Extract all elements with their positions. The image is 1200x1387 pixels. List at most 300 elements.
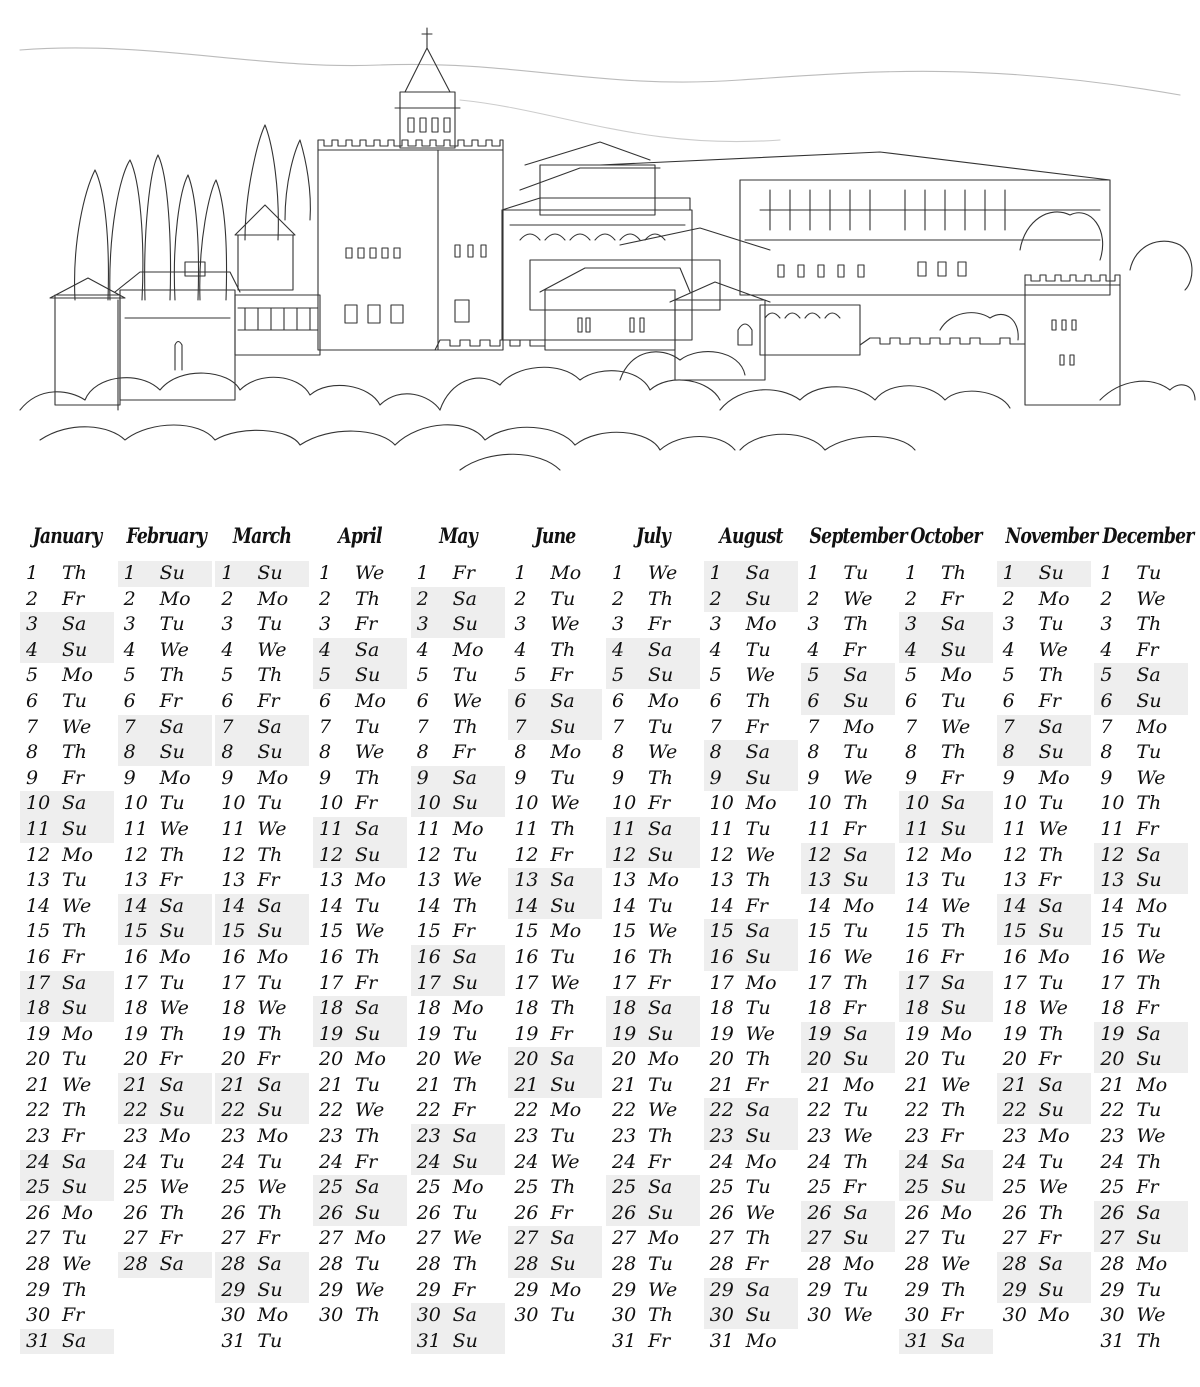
day-number: 19: [612, 1022, 637, 1045]
day-row: [606, 587, 700, 613]
day-row: [313, 740, 407, 766]
day-number: 20: [416, 1048, 441, 1071]
day-row: [801, 894, 895, 920]
weekday-label: We: [1038, 997, 1068, 1020]
weekday-label: Fr: [1038, 869, 1061, 892]
day-number: 17: [123, 971, 148, 994]
weekday-label: Th: [355, 766, 380, 789]
day-row: [215, 740, 309, 766]
day-row: [411, 1252, 505, 1278]
weekday-label: We: [1038, 1176, 1068, 1199]
month-name: November: [1005, 523, 1098, 548]
day-number: 16: [26, 945, 51, 968]
weekday-label: Su: [648, 1022, 674, 1045]
day-row: [997, 1201, 1091, 1227]
weekday-label: Mo: [355, 869, 386, 892]
day-row: [313, 1047, 407, 1073]
day-number: 15: [416, 920, 441, 943]
day-row: [118, 1175, 212, 1201]
day-number: 29: [416, 1278, 441, 1301]
day-number: 31: [612, 1329, 637, 1352]
weekday-label: Su: [452, 1329, 478, 1352]
day-row: [704, 1047, 798, 1073]
day-number: 4: [221, 638, 234, 661]
day-row: [313, 1175, 407, 1201]
day-number: 21: [709, 1073, 734, 1096]
day-number: 26: [612, 1201, 637, 1224]
weekday-label: Tu: [1038, 792, 1064, 815]
day-row: [899, 1303, 993, 1329]
weekday-label: Fr: [648, 1150, 671, 1173]
weekday-label: Mo: [1038, 766, 1070, 789]
day-row: [411, 843, 505, 869]
day-row: [606, 638, 700, 664]
day-row: [118, 612, 212, 638]
weekday-label: Th: [843, 1150, 869, 1173]
day-row: [704, 1329, 798, 1355]
day-row: [1094, 689, 1188, 715]
day-list: [997, 561, 1091, 1329]
day-number: 17: [416, 971, 441, 994]
day-row: [899, 919, 993, 945]
day-number: 27: [123, 1227, 148, 1250]
day-row: [606, 561, 700, 587]
day-number: 27: [807, 1227, 832, 1250]
day-row: [313, 612, 407, 638]
weekday-label: Sa: [941, 792, 966, 815]
day-number: 6: [612, 689, 625, 712]
day-row: [704, 919, 798, 945]
month-column-november: [997, 518, 1098, 1329]
weekday-label: Su: [62, 638, 88, 661]
day-number: 27: [1100, 1227, 1125, 1250]
day-list: [20, 561, 114, 1354]
weekday-label: Sa: [550, 1227, 575, 1250]
day-row: [215, 1252, 309, 1278]
weekday-label: We: [355, 1099, 385, 1122]
day-number: 4: [1100, 638, 1113, 661]
day-number: 2: [709, 587, 722, 610]
weekday-label: We: [1136, 1304, 1166, 1327]
weekday-label: Sa: [159, 894, 184, 917]
weekday-label: Su: [452, 613, 478, 636]
weekday-label: Mo: [745, 1150, 777, 1173]
day-row: [215, 1098, 309, 1124]
weekday-label: Sa: [745, 741, 770, 764]
day-number: 13: [807, 869, 832, 892]
day-row: [899, 561, 993, 587]
day-number: 11: [612, 817, 637, 840]
day-row: [313, 971, 407, 997]
weekday-label: Mo: [355, 1048, 386, 1071]
weekday-label: Tu: [257, 971, 283, 994]
day-number: 18: [319, 997, 344, 1020]
day-row: [1094, 766, 1188, 792]
weekday-label: Fr: [1136, 638, 1159, 661]
day-number: 23: [514, 1125, 539, 1148]
day-row: [508, 663, 602, 689]
day-row: [899, 1175, 993, 1201]
day-number: 26: [123, 1201, 148, 1224]
weekday-label: Tu: [843, 741, 869, 764]
day-number: 30: [905, 1304, 930, 1327]
day-row: [801, 971, 895, 997]
weekday-label: Fr: [159, 869, 182, 892]
weekday-label: Tu: [648, 715, 673, 738]
day-number: 15: [319, 920, 344, 943]
day-row: [20, 638, 114, 664]
weekday-label: Tu: [257, 613, 283, 636]
weekday-label: We: [941, 1073, 971, 1096]
day-number: 30: [221, 1304, 246, 1327]
day-row: [1094, 612, 1188, 638]
weekday-label: Th: [648, 766, 673, 789]
day-row: [704, 996, 798, 1022]
day-number: 15: [905, 920, 930, 943]
weekday-label: Su: [648, 843, 674, 866]
day-number: 20: [807, 1048, 832, 1071]
day-number: 21: [319, 1073, 344, 1096]
day-number: 14: [221, 894, 246, 917]
weekday-label: Th: [745, 689, 771, 712]
weekday-label: Su: [941, 997, 967, 1020]
day-row: [997, 791, 1091, 817]
day-number: 19: [1002, 1022, 1027, 1045]
weekday-label: We: [745, 843, 775, 866]
day-number: 10: [416, 792, 441, 815]
day-row: [313, 1150, 407, 1176]
weekday-label: Tu: [550, 1304, 576, 1327]
day-row: [215, 766, 309, 792]
weekday-label: Su: [843, 1048, 869, 1071]
day-number: 13: [905, 869, 930, 892]
day-number: 7: [905, 715, 918, 738]
day-row: [801, 817, 895, 843]
day-row: [20, 843, 114, 869]
weekday-label: Su: [941, 1176, 967, 1199]
day-row: [1094, 715, 1188, 741]
day-number: 19: [709, 1022, 734, 1045]
weekday-label: Fr: [941, 587, 964, 610]
day-number: 13: [1100, 869, 1125, 892]
day-row: [1094, 638, 1188, 664]
day-row: [899, 638, 993, 664]
day-row: [411, 868, 505, 894]
day-row: [997, 766, 1091, 792]
day-row: [118, 766, 212, 792]
weekday-label: Su: [941, 638, 967, 661]
weekday-label: Su: [648, 664, 674, 687]
weekday-label: Fr: [159, 689, 182, 712]
day-number: 19: [807, 1022, 832, 1045]
day-row: [215, 1278, 309, 1304]
weekday-label: Mo: [1136, 1073, 1168, 1096]
day-row: [313, 817, 407, 843]
day-row: [899, 1329, 993, 1355]
day-row: [508, 996, 602, 1022]
month-column-october: [899, 518, 993, 1354]
day-row: [508, 612, 602, 638]
day-number: 16: [709, 945, 734, 968]
day-row: [20, 1329, 114, 1355]
day-number: 26: [319, 1201, 344, 1224]
day-row: [411, 638, 505, 664]
day-number: 21: [514, 1073, 539, 1096]
weekday-label: Fr: [1038, 689, 1061, 712]
day-row: [801, 1303, 895, 1329]
weekday-label: Th: [159, 1201, 185, 1224]
day-row: [801, 561, 895, 587]
day-number: 29: [612, 1278, 637, 1301]
weekday-label: Su: [355, 1201, 381, 1224]
day-number: 20: [612, 1048, 637, 1071]
weekday-label: Fr: [257, 689, 280, 712]
day-number: 2: [612, 587, 625, 610]
day-row: [801, 1022, 895, 1048]
day-number: 9: [416, 766, 429, 789]
day-number: 14: [123, 894, 148, 917]
day-row: [118, 740, 212, 766]
weekday-label: Su: [550, 1073, 576, 1096]
month-name: February: [126, 523, 206, 548]
day-row: [899, 663, 993, 689]
day-number: 31: [221, 1329, 246, 1352]
day-row: [997, 587, 1091, 613]
weekday-label: Th: [1136, 971, 1162, 994]
weekday-label: Sa: [257, 894, 282, 917]
day-row: [20, 1098, 114, 1124]
day-number: 1: [905, 562, 918, 584]
day-row: [1094, 996, 1188, 1022]
day-row: [313, 1073, 407, 1099]
weekday-label: Tu: [452, 664, 478, 687]
weekday-label: Th: [745, 1227, 771, 1250]
day-number: 24: [1002, 1150, 1027, 1173]
day-row: [411, 894, 505, 920]
day-row: [411, 561, 505, 587]
weekday-label: Th: [1136, 792, 1162, 815]
day-number: 7: [709, 715, 722, 738]
day-row: [313, 1098, 407, 1124]
day-row: [1094, 945, 1188, 971]
weekday-label: Mo: [550, 1278, 582, 1301]
weekday-label: Fr: [1136, 997, 1159, 1020]
weekday-label: Su: [745, 587, 771, 610]
day-number: 10: [807, 792, 832, 815]
day-number: 2: [1100, 587, 1113, 610]
day-number: 6: [807, 689, 820, 712]
day-row: [20, 612, 114, 638]
day-number: 2: [221, 587, 234, 610]
weekday-label: Th: [648, 587, 673, 610]
weekday-label: Tu: [1136, 741, 1162, 764]
weekday-label: Sa: [62, 792, 87, 815]
weekday-label: We: [648, 741, 678, 764]
day-number: 22: [612, 1099, 637, 1122]
weekday-label: We: [355, 741, 385, 764]
day-row: [606, 1022, 700, 1048]
weekday-label: Th: [62, 1099, 87, 1122]
weekday-label: Su: [62, 817, 88, 840]
weekday-label: Th: [1038, 843, 1064, 866]
day-number: 14: [514, 894, 539, 917]
weekday-label: Mo: [843, 1253, 875, 1276]
weekday-label: Su: [355, 843, 381, 866]
weekday-label: Su: [62, 1176, 88, 1199]
day-number: 21: [26, 1073, 51, 1096]
weekday-label: Th: [550, 1176, 576, 1199]
day-row: [20, 1278, 114, 1304]
weekday-label: Sa: [1038, 1253, 1063, 1276]
day-number: 18: [123, 997, 148, 1020]
weekday-label: Su: [452, 1150, 478, 1173]
weekday-label: Su: [159, 562, 185, 584]
day-number: 8: [221, 741, 234, 764]
day-number: 7: [612, 715, 625, 738]
weekday-label: Mo: [1136, 715, 1168, 738]
day-number: 5: [221, 664, 234, 687]
weekday-label: Sa: [1136, 664, 1161, 687]
day-number: 15: [807, 920, 832, 943]
day-row: [704, 689, 798, 715]
day-row: [118, 791, 212, 817]
day-row: [411, 740, 505, 766]
day-row: [997, 945, 1091, 971]
day-row: [508, 817, 602, 843]
day-row: [215, 996, 309, 1022]
day-row: [997, 1047, 1091, 1073]
day-number: 23: [709, 1125, 734, 1148]
day-row: [118, 1047, 212, 1073]
month-column-august: [704, 518, 798, 1354]
weekday-label: Tu: [745, 1176, 771, 1199]
weekday-label: We: [843, 945, 873, 968]
day-row: [899, 1201, 993, 1227]
day-number: 3: [514, 613, 527, 636]
day-row: [801, 843, 895, 869]
weekday-label: We: [1136, 587, 1166, 610]
day-row: [606, 945, 700, 971]
weekday-label: Mo: [62, 664, 93, 687]
day-number: 29: [514, 1278, 539, 1301]
day-number: 28: [905, 1253, 930, 1276]
day-number: 25: [416, 1176, 441, 1199]
weekday-label: Sa: [843, 1201, 868, 1224]
day-row: [997, 894, 1091, 920]
day-row: [20, 817, 114, 843]
day-number: 3: [416, 613, 429, 636]
day-number: 10: [1002, 792, 1027, 815]
day-number: 13: [123, 869, 148, 892]
day-number: 5: [514, 664, 527, 687]
weekday-label: We: [355, 1278, 385, 1301]
weekday-label: Tu: [257, 1329, 283, 1352]
day-number: 9: [123, 766, 136, 789]
weekday-label: Fr: [745, 1253, 768, 1276]
day-number: 2: [905, 587, 918, 610]
weekday-label: Mo: [62, 1022, 93, 1045]
day-row: [411, 1226, 505, 1252]
day-row: [508, 1201, 602, 1227]
weekday-label: Th: [843, 792, 869, 815]
day-row: [20, 919, 114, 945]
day-row: [508, 1303, 602, 1329]
weekday-label: Sa: [941, 1329, 966, 1352]
day-row: [704, 638, 798, 664]
day-row: [1094, 843, 1188, 869]
day-row: [411, 612, 505, 638]
day-number: 7: [1002, 715, 1015, 738]
weekday-label: Tu: [843, 562, 869, 584]
day-number: 7: [221, 715, 234, 738]
weekday-label: Mo: [62, 1201, 93, 1224]
day-row: [606, 612, 700, 638]
day-row: [20, 1150, 114, 1176]
weekday-label: We: [843, 1125, 873, 1148]
day-row: [20, 1073, 114, 1099]
day-number: 29: [709, 1278, 734, 1301]
day-number: 22: [514, 1099, 539, 1122]
day-row: [997, 638, 1091, 664]
day-number: 23: [905, 1125, 930, 1148]
day-number: 24: [1100, 1150, 1125, 1173]
weekday-label: Sa: [745, 562, 770, 584]
day-number: 6: [514, 689, 527, 712]
weekday-label: Tu: [745, 817, 771, 840]
day-number: 1: [26, 562, 39, 584]
day-row: [313, 1303, 407, 1329]
day-number: 12: [123, 843, 148, 866]
weekday-label: We: [1038, 817, 1068, 840]
day-number: 18: [1002, 997, 1027, 1020]
day-row: [508, 740, 602, 766]
day-number: 11: [319, 817, 344, 840]
weekday-label: Th: [1038, 1201, 1064, 1224]
day-row: [704, 1124, 798, 1150]
day-number: 29: [807, 1278, 832, 1301]
day-row: [313, 1124, 407, 1150]
day-row: [704, 1073, 798, 1099]
day-row: [508, 971, 602, 997]
day-number: 8: [709, 741, 722, 764]
day-row: [1094, 1022, 1188, 1048]
day-number: 24: [123, 1150, 148, 1173]
weekday-label: Su: [745, 766, 771, 789]
weekday-label: Th: [355, 945, 380, 968]
day-number: 18: [416, 997, 441, 1020]
day-row: [411, 1329, 505, 1355]
day-row: [118, 1022, 212, 1048]
day-row: [704, 868, 798, 894]
day-row: [997, 868, 1091, 894]
day-number: 5: [612, 664, 625, 687]
weekday-label: We: [648, 920, 678, 943]
day-number: 12: [26, 843, 51, 866]
weekday-label: Fr: [452, 1278, 475, 1301]
day-number: 17: [514, 971, 539, 994]
day-number: 3: [26, 613, 39, 636]
day-number: 28: [319, 1253, 344, 1276]
day-row: [118, 817, 212, 843]
day-row: [997, 689, 1091, 715]
weekday-label: We: [550, 971, 580, 994]
day-row: [997, 1226, 1091, 1252]
weekday-label: Fr: [257, 1048, 280, 1071]
weekday-label: Sa: [257, 715, 282, 738]
day-number: 8: [26, 741, 39, 764]
day-number: 21: [1100, 1073, 1125, 1096]
day-number: 14: [1002, 894, 1027, 917]
